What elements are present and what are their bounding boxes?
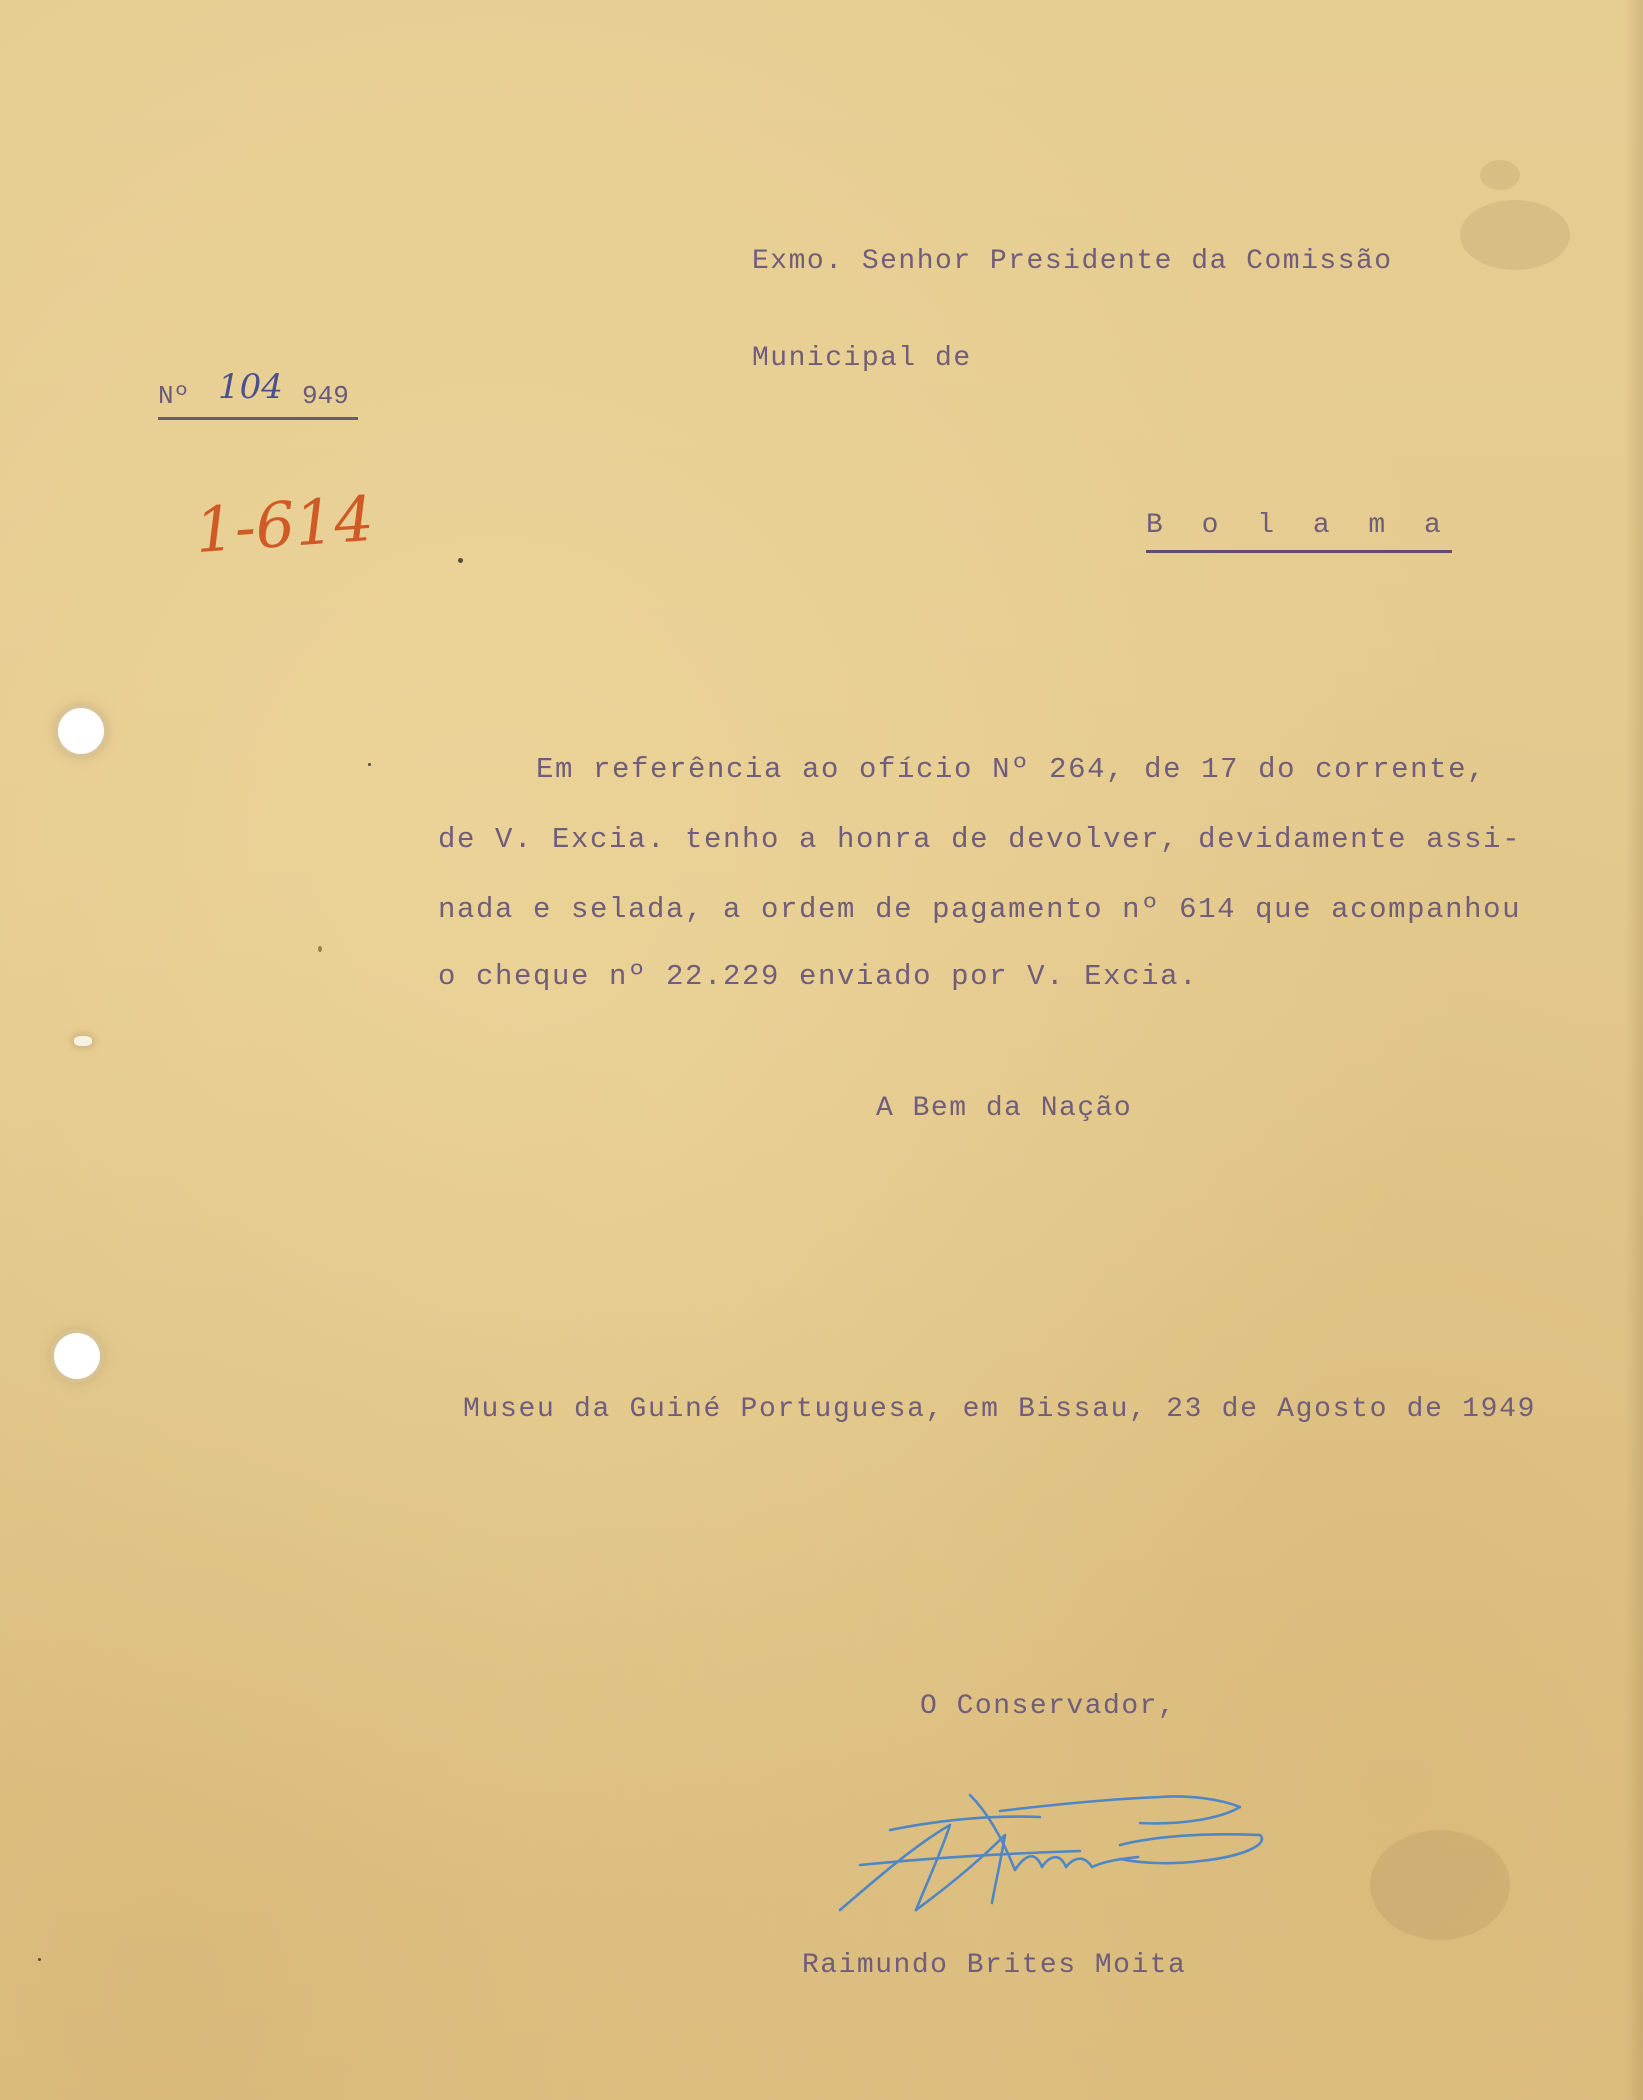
signatory-name: Raimundo Brites Moita xyxy=(802,1950,1187,1981)
body-line: Em referência ao ofício Nº 264, de 17 do corrente, xyxy=(536,753,1487,786)
pin-mark xyxy=(74,1036,92,1046)
body-line: de V. Excia. tenho a honra de devolver, devidamente assi- xyxy=(438,823,1522,856)
reference-year: 949 xyxy=(302,381,349,411)
handwritten-signature xyxy=(820,1775,1300,1925)
paper-stain xyxy=(1480,160,1520,190)
paper-stain xyxy=(1460,200,1570,270)
paper-speck xyxy=(318,946,322,952)
paper-speck xyxy=(368,763,371,766)
paper-speck xyxy=(458,558,463,563)
reference-handwritten-number: 104 xyxy=(218,367,283,407)
reference-prefix: Nº xyxy=(158,381,190,411)
dateline: Museu da Guiné Portuguesa, em Bissau, 23 de Agosto de 1949 xyxy=(463,1394,1537,1425)
reference-number xyxy=(158,367,358,420)
red-pencil-annotation: 1-614 xyxy=(192,481,377,568)
body-line: nada e selada, a ordem de pagamento nº 614 que acompanhou xyxy=(438,893,1522,926)
page-edge-shadow xyxy=(1625,0,1643,2100)
paper-stain xyxy=(1370,1830,1510,1940)
punch-hole xyxy=(58,708,104,754)
addressee-line-1: Exmo. Senhor Presidente da Comissão xyxy=(752,246,1393,277)
punch-hole xyxy=(54,1333,100,1379)
paper-speck xyxy=(38,1958,41,1961)
addressee-city: B o l a m a xyxy=(1146,512,1452,553)
body-line: o cheque nº 22.229 enviado por V. Excia. xyxy=(438,960,1199,993)
signatory-role: O Conservador, xyxy=(920,1691,1177,1722)
closing-salutation: A Bem da Nação xyxy=(876,1093,1133,1124)
addressee-line-2: Municipal de xyxy=(752,343,972,374)
